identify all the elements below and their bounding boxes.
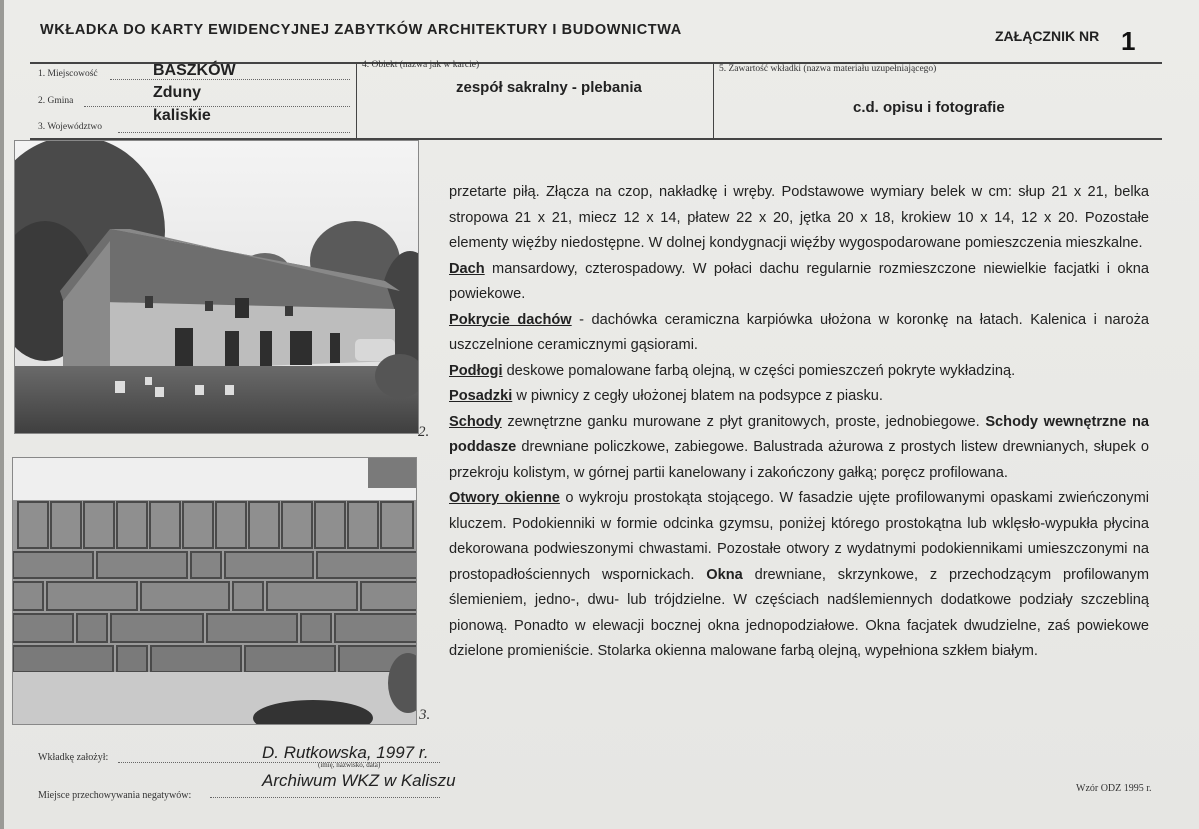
paragraph-stairs-text-1: zewnętrzne ganku murowane z płyt granitowych, proste, jednobiegowe. [501, 413, 986, 430]
storage-value: Archiwum WKZ w Kaliszu [262, 771, 456, 790]
municipality-label: 2. Gmina [38, 96, 74, 106]
voivodeship-value: kaliskie [153, 107, 211, 124]
paragraph-roof [449, 257, 1149, 308]
document-title: WKŁADKA DO KARTY EWIDENCYJNEJ ZABYTKÓW ARCHITEKTURY I BUDOWNICTWA [40, 22, 682, 38]
header-divider-1 [356, 62, 357, 139]
template-note: Wzór ODZ 1995 r. [1076, 783, 1152, 794]
paragraph-roofing [449, 308, 1149, 359]
heading-floors: Podłogi [449, 362, 503, 379]
heading-windows: Otwory okienne [449, 490, 560, 506]
voivodeship-dots [118, 132, 350, 133]
storage-label: Miejsce przechowywania negatywów: [38, 790, 192, 801]
paragraph-floors [449, 359, 1149, 385]
paragraph-timber [449, 180, 1149, 257]
paragraph-stairs [449, 410, 1149, 487]
storage-dots [210, 797, 440, 798]
building-photo-image [15, 141, 419, 434]
photo-building [14, 140, 419, 434]
heading-stairs: Schody [449, 413, 502, 430]
voivodeship-label: 3. Województwo [38, 122, 102, 132]
locality-label: 1. Miejscowość [38, 69, 98, 79]
paragraph-windows-text-1: o wykroju prostokąta stojącego. W fasadzie ujęte profilowanymi opaskami zwieńczonymi kluczem. Podokienniki w formie odcinka gzymsu, poniżej którego prostokątna lub wklęsło-wypukła płycina dekorowana podwieszonymi chwastami. Pozostałe otwory z wydatnymi podokiennikami umieszczonymi na prostopadłościennych wspornickach. [449, 490, 1149, 583]
founder-sublabel: (imię, nazwisko, data) [318, 761, 381, 769]
paragraph-windows [449, 486, 1149, 665]
paragraph-flooring-text: w piwnicy z cegły ułożonej blatem na podsypce z piasku. [512, 388, 883, 404]
heading-flooring: Posadzki [449, 388, 513, 404]
paragraph-roofing-text: - dachówka ceramiczna karpiówka ułożona w koronkę na łatach. Kalenica i naroża uszczelnione ceramicznymi gąsiorami. [449, 311, 1150, 353]
object-value: zespół sakralny - plebania [456, 79, 642, 96]
municipality-value: Zduny [153, 84, 201, 101]
heading-window-frames: Okna [706, 566, 743, 583]
paragraph-stairs-text-2: drewniane policzkowe, zabiegowe. Balustrada ażurowa z prostych listew drewnianych, słupek o przekroju kolistym, w górnej partii kanelowany i zakończony gałką; poręcz profilowana. [449, 439, 1149, 481]
page-edge [0, 0, 4, 829]
photo-number-2: 2. [418, 424, 430, 440]
brick-wall-photo-image [13, 458, 417, 725]
municipality-dots [84, 106, 350, 107]
annex-number: 1 [1121, 26, 1136, 56]
heading-roofing: Pokrycie dachów [449, 311, 572, 328]
contents-value: c.d. opisu i fotografie [853, 99, 1005, 116]
header-divider-2 [713, 62, 714, 139]
photo-brick-wall [12, 457, 417, 725]
heading-inner-stairs: Schody wewnętrzne na poddasze [449, 413, 1149, 455]
heading-roof: Dach [449, 260, 485, 277]
paragraph-timber-text: przetarte piłą. Złącza na czop, nakładkę i wręby. Podstawowe wymiary belek w cm: słup 21 x 21, belka stropowa 21 x 21, miecz 12 x 14, płatew 22 x 20, jętka 20 x 18, krokiew 10 x 14, 12 x 20. Pozostałe elementy więźby niedostępne. W dolnej kondygnacji więźby wygospodarowane pomieszczenia mieszkalne. [449, 184, 1149, 251]
paragraph-roof-text: mansardowy, czterospadowy. W połaci dachu regularnie rozmieszczone niewielkie facjatki i okna powiekowe. [449, 260, 1149, 302]
locality-value: BASZKÓW [153, 62, 236, 79]
paragraph-floors-text: deskowe pomalowane farbą olejną, w części pomieszczeń pokryte wykładziną. [502, 362, 1016, 379]
photo-number-3: 3. [419, 707, 431, 723]
annex-label: ZAŁĄCZNIK NR [995, 28, 1100, 44]
founder-label: Wkładkę założył: [38, 752, 109, 763]
object-label: 4. Obiekt (nazwa jak w karcie) [362, 60, 480, 70]
description-text [449, 180, 1149, 665]
paragraph-flooring [449, 384, 1149, 410]
paragraph-windows-text-2: drewniane, skrzynkowe, z przechodzącym profilowanym ślemieniem, jedno-, dwu- lub trójdzielne. W częściach nadślemiennych dodatkowe podziały szczebliną pionową. Ponadto w elewacji bocznej okna jednopodziałowe. Okna facjatek dwudzielne, zaś powiekowe dzielone promieniście. Stolarka okienna malowane farbą olejną, wypełniona szkłem białym. [449, 566, 1149, 659]
founder-value: D. Rutkowska, 1997 r. [262, 743, 429, 762]
contents-label: 5. Zawartość wkładki (nazwa materiału uzupełniającego) [719, 64, 937, 74]
